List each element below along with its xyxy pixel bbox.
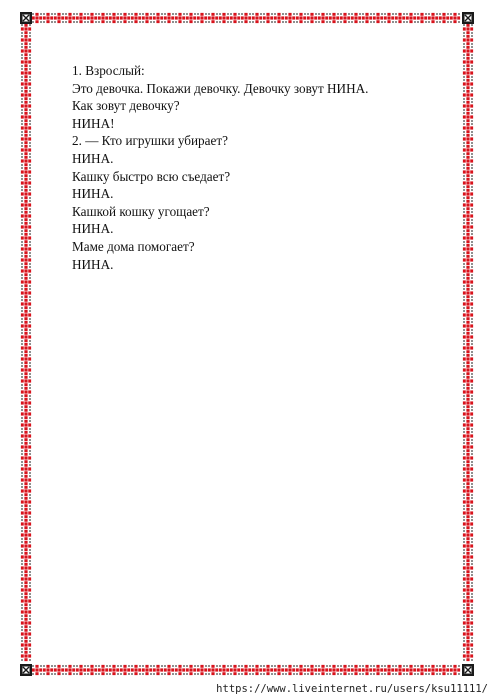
- embroidery-cross-icon: [463, 277, 473, 287]
- embroidery-cross-icon: [21, 629, 31, 639]
- document-text: [72, 62, 452, 273]
- text-line: Кашку быстро всю съедает?: [72, 168, 231, 184]
- embroidery-cross-icon: [340, 665, 350, 675]
- embroidery-cross-icon: [463, 244, 473, 254]
- embroidery-cross-icon: [21, 398, 31, 408]
- embroidery-cross-icon: [463, 431, 473, 441]
- embroidery-cross-icon: [21, 596, 31, 606]
- embroidery-cross-icon: [208, 665, 218, 675]
- embroidery-cross-icon: [131, 665, 141, 675]
- embroidery-cross-icon: [307, 665, 317, 675]
- embroidery-cross-icon: [463, 255, 473, 265]
- embroidery-cross-icon: [186, 665, 196, 675]
- embroidery-cross-icon: [463, 409, 473, 419]
- embroidery-cross-icon: [463, 640, 473, 650]
- embroidery-cross-icon: [21, 134, 31, 144]
- embroidery-cross-icon: [463, 442, 473, 452]
- embroidery-cross-icon: [21, 431, 31, 441]
- embroidery-cross-icon: [439, 665, 449, 675]
- embroidery-cross-icon: [252, 13, 262, 23]
- embroidery-cross-icon: [21, 442, 31, 452]
- embroidery-cross-icon: [428, 13, 438, 23]
- embroidery-cross-icon: [98, 13, 108, 23]
- embroidery-cross-icon: [21, 90, 31, 100]
- embroidery-cross-icon: [153, 13, 163, 23]
- embroidery-cross-icon: [120, 13, 130, 23]
- embroidery-cross-icon: [21, 651, 31, 661]
- embroidery-cross-icon: [21, 211, 31, 221]
- embroidery-cross-icon: [463, 156, 473, 166]
- embroidery-cross-icon: [463, 508, 473, 518]
- embroidery-cross-icon: [463, 486, 473, 496]
- embroidery-cross-icon: [21, 24, 31, 34]
- embroidery-cross-icon: [463, 178, 473, 188]
- text-line: НИНА!: [72, 115, 115, 131]
- embroidery-cross-icon: [362, 665, 372, 675]
- embroidery-cross-icon: [21, 156, 31, 166]
- embroidery-cross-icon: [21, 585, 31, 595]
- embroidery-cross-icon: [21, 46, 31, 56]
- embroidery-cross-icon: [65, 665, 75, 675]
- embroidery-cross-icon: [21, 508, 31, 518]
- embroidery-cross-icon: [463, 519, 473, 529]
- embroidery-cross-icon: [463, 189, 473, 199]
- embroidery-cross-icon: [463, 552, 473, 562]
- embroidery-cross-icon: [21, 244, 31, 254]
- embroidery-cross-icon: [463, 266, 473, 276]
- embroidery-cross-icon: [351, 665, 361, 675]
- embroidery-cross-icon: [463, 90, 473, 100]
- embroidery-cross-icon: [153, 665, 163, 675]
- embroidery-cross-icon: [87, 13, 97, 23]
- embroidery-cross-icon: [450, 665, 460, 675]
- embroidery-cross-icon: [463, 24, 473, 34]
- corner-square-icon: [462, 664, 474, 676]
- embroidery-cross-icon: [21, 486, 31, 496]
- embroidery-cross-icon: [340, 13, 350, 23]
- embroidery-cross-icon: [274, 665, 284, 675]
- embroidery-cross-icon: [54, 665, 64, 675]
- embroidery-cross-icon: [463, 123, 473, 133]
- embroidery-cross-icon: [463, 222, 473, 232]
- embroidery-cross-icon: [142, 13, 152, 23]
- embroidery-cross-icon: [463, 365, 473, 375]
- embroidery-cross-icon: [463, 35, 473, 45]
- embroidery-cross-icon: [230, 665, 240, 675]
- embroidery-cross-icon: [109, 665, 119, 675]
- embroidery-cross-icon: [463, 563, 473, 573]
- embroidery-cross-icon: [21, 607, 31, 617]
- embroidery-cross-icon: [43, 665, 53, 675]
- embroidery-cross-icon: [21, 376, 31, 386]
- embroidery-cross-icon: [329, 665, 339, 675]
- embroidery-cross-icon: [463, 79, 473, 89]
- text-line: Кашкой кошку угощает?: [72, 203, 210, 219]
- embroidery-cross-icon: [230, 13, 240, 23]
- embroidery-cross-icon: [175, 665, 185, 675]
- text-line: 2. — Кто игрушки убирает?: [72, 133, 228, 149]
- embroidery-cross-icon: [463, 211, 473, 221]
- embroidery-cross-icon: [21, 640, 31, 650]
- embroidery-cross-icon: [208, 13, 218, 23]
- corner-square-icon: [20, 664, 32, 676]
- embroidery-cross-icon: [21, 101, 31, 111]
- embroidery-cross-icon: [351, 13, 361, 23]
- embroidery-cross-icon: [241, 665, 251, 675]
- embroidery-cross-icon: [21, 145, 31, 155]
- embroidery-cross-icon: [76, 665, 86, 675]
- embroidery-cross-icon: [307, 13, 317, 23]
- embroidery-cross-icon: [463, 134, 473, 144]
- embroidery-cross-icon: [21, 453, 31, 463]
- embroidery-cross-icon: [21, 167, 31, 177]
- text-line: 1. Взрослый:: [72, 63, 145, 78]
- embroidery-cross-icon: [21, 266, 31, 276]
- embroidery-cross-icon: [21, 57, 31, 67]
- embroidery-cross-icon: [21, 354, 31, 364]
- embroidery-cross-icon: [362, 13, 372, 23]
- embroidery-cross-icon: [241, 13, 251, 23]
- embroidery-cross-icon: [285, 665, 295, 675]
- embroidery-cross-icon: [463, 651, 473, 661]
- embroidery-cross-icon: [463, 233, 473, 243]
- embroidery-cross-icon: [463, 46, 473, 56]
- embroidery-cross-icon: [21, 387, 31, 397]
- embroidery-cross-icon: [417, 13, 427, 23]
- embroidery-cross-icon: [463, 453, 473, 463]
- embroidery-cross-icon: [463, 145, 473, 155]
- embroidery-cross-icon: [21, 464, 31, 474]
- embroidery-cross-icon: [21, 222, 31, 232]
- text-line: НИНА.: [72, 150, 114, 166]
- embroidery-cross-icon: [21, 200, 31, 210]
- embroidery-cross-icon: [463, 629, 473, 639]
- embroidery-cross-icon: [21, 530, 31, 540]
- embroidery-cross-icon: [384, 665, 394, 675]
- embroidery-cross-icon: [43, 13, 53, 23]
- corner-square-icon: [462, 12, 474, 24]
- embroidery-cross-icon: [417, 665, 427, 675]
- embroidery-cross-icon: [463, 475, 473, 485]
- embroidery-cross-icon: [21, 343, 31, 353]
- embroidery-cross-icon: [65, 13, 75, 23]
- embroidery-cross-icon: [463, 310, 473, 320]
- embroidery-cross-icon: [21, 299, 31, 309]
- embroidery-cross-icon: [373, 665, 383, 675]
- embroidery-cross-icon: [263, 13, 273, 23]
- embroidery-cross-icon: [463, 200, 473, 210]
- embroidery-cross-icon: [463, 68, 473, 78]
- embroidery-cross-icon: [296, 13, 306, 23]
- embroidery-cross-icon: [463, 288, 473, 298]
- embroidery-cross-icon: [329, 13, 339, 23]
- embroidery-cross-icon: [197, 13, 207, 23]
- embroidery-cross-icon: [21, 35, 31, 45]
- embroidery-cross-icon: [21, 233, 31, 243]
- embroidery-cross-icon: [21, 519, 31, 529]
- embroidery-cross-icon: [463, 299, 473, 309]
- embroidery-cross-icon: [463, 332, 473, 342]
- embroidery-cross-icon: [21, 563, 31, 573]
- embroidery-cross-icon: [274, 13, 284, 23]
- embroidery-cross-icon: [219, 13, 229, 23]
- embroidery-cross-icon: [263, 665, 273, 675]
- embroidery-cross-icon: [21, 112, 31, 122]
- embroidery-cross-icon: [463, 497, 473, 507]
- embroidery-cross-icon: [142, 665, 152, 675]
- embroidery-cross-icon: [21, 123, 31, 133]
- embroidery-cross-icon: [463, 354, 473, 364]
- embroidery-cross-icon: [21, 409, 31, 419]
- source-url: https://www.liveinternet.ru/users/ksu11111/: [216, 683, 488, 695]
- text-line: Это девочка. Покажи девочку. Девочку зовут НИНА.: [72, 80, 369, 96]
- embroidery-cross-icon: [21, 552, 31, 562]
- embroidery-cross-icon: [439, 13, 449, 23]
- embroidery-cross-icon: [87, 665, 97, 675]
- embroidery-cross-icon: [21, 178, 31, 188]
- embroidery-cross-icon: [21, 475, 31, 485]
- embroidery-cross-icon: [463, 464, 473, 474]
- embroidery-cross-icon: [463, 398, 473, 408]
- embroidery-cross-icon: [21, 365, 31, 375]
- embroidery-cross-icon: [463, 101, 473, 111]
- embroidery-cross-icon: [463, 343, 473, 353]
- embroidery-cross-icon: [463, 541, 473, 551]
- embroidery-cross-icon: [296, 665, 306, 675]
- embroidery-cross-icon: [463, 420, 473, 430]
- text-line: НИНА.: [72, 186, 114, 202]
- embroidery-cross-icon: [406, 665, 416, 675]
- embroidery-cross-icon: [384, 13, 394, 23]
- embroidery-cross-icon: [463, 530, 473, 540]
- embroidery-cross-icon: [219, 665, 229, 675]
- embroidery-cross-icon: [131, 13, 141, 23]
- embroidery-cross-icon: [164, 13, 174, 23]
- text-line: НИНА.: [72, 221, 114, 237]
- corner-square-icon: [20, 12, 32, 24]
- text-line: НИНА.: [72, 256, 114, 272]
- embroidery-cross-icon: [32, 13, 42, 23]
- embroidery-cross-icon: [21, 497, 31, 507]
- embroidery-cross-icon: [395, 665, 405, 675]
- embroidery-cross-icon: [164, 665, 174, 675]
- embroidery-cross-icon: [76, 13, 86, 23]
- embroidery-cross-icon: [21, 255, 31, 265]
- embroidery-cross-icon: [318, 665, 328, 675]
- embroidery-cross-icon: [21, 332, 31, 342]
- embroidery-cross-icon: [197, 665, 207, 675]
- text-line: Как зовут девочку?: [72, 98, 180, 114]
- embroidery-cross-icon: [463, 596, 473, 606]
- embroidery-cross-icon: [21, 321, 31, 331]
- embroidery-cross-icon: [109, 13, 119, 23]
- embroidery-cross-icon: [54, 13, 64, 23]
- embroidery-cross-icon: [463, 607, 473, 617]
- embroidery-cross-icon: [463, 376, 473, 386]
- embroidery-cross-icon: [21, 68, 31, 78]
- embroidery-cross-icon: [373, 13, 383, 23]
- embroidery-cross-icon: [98, 665, 108, 675]
- embroidery-cross-icon: [463, 112, 473, 122]
- embroidery-cross-icon: [21, 420, 31, 430]
- embroidery-cross-icon: [21, 79, 31, 89]
- text-line: Маме дома помогает?: [72, 238, 195, 254]
- embroidery-cross-icon: [21, 277, 31, 287]
- embroidery-cross-icon: [463, 321, 473, 331]
- embroidery-cross-icon: [406, 13, 416, 23]
- embroidery-cross-icon: [186, 13, 196, 23]
- embroidery-cross-icon: [21, 288, 31, 298]
- embroidery-cross-icon: [463, 387, 473, 397]
- embroidery-cross-icon: [21, 310, 31, 320]
- embroidery-cross-icon: [463, 167, 473, 177]
- embroidery-cross-icon: [285, 13, 295, 23]
- embroidery-cross-icon: [21, 574, 31, 584]
- embroidery-cross-icon: [21, 541, 31, 551]
- embroidery-cross-icon: [463, 574, 473, 584]
- embroidery-cross-icon: [463, 57, 473, 67]
- embroidery-cross-icon: [120, 665, 130, 675]
- embroidery-cross-icon: [32, 665, 42, 675]
- embroidery-cross-icon: [450, 13, 460, 23]
- embroidery-cross-icon: [175, 13, 185, 23]
- embroidery-cross-icon: [395, 13, 405, 23]
- embroidery-cross-icon: [252, 665, 262, 675]
- embroidery-cross-icon: [463, 585, 473, 595]
- embroidery-cross-icon: [21, 618, 31, 628]
- embroidery-cross-icon: [21, 189, 31, 199]
- embroidery-cross-icon: [318, 13, 328, 23]
- embroidery-cross-icon: [428, 665, 438, 675]
- embroidery-cross-icon: [463, 618, 473, 628]
